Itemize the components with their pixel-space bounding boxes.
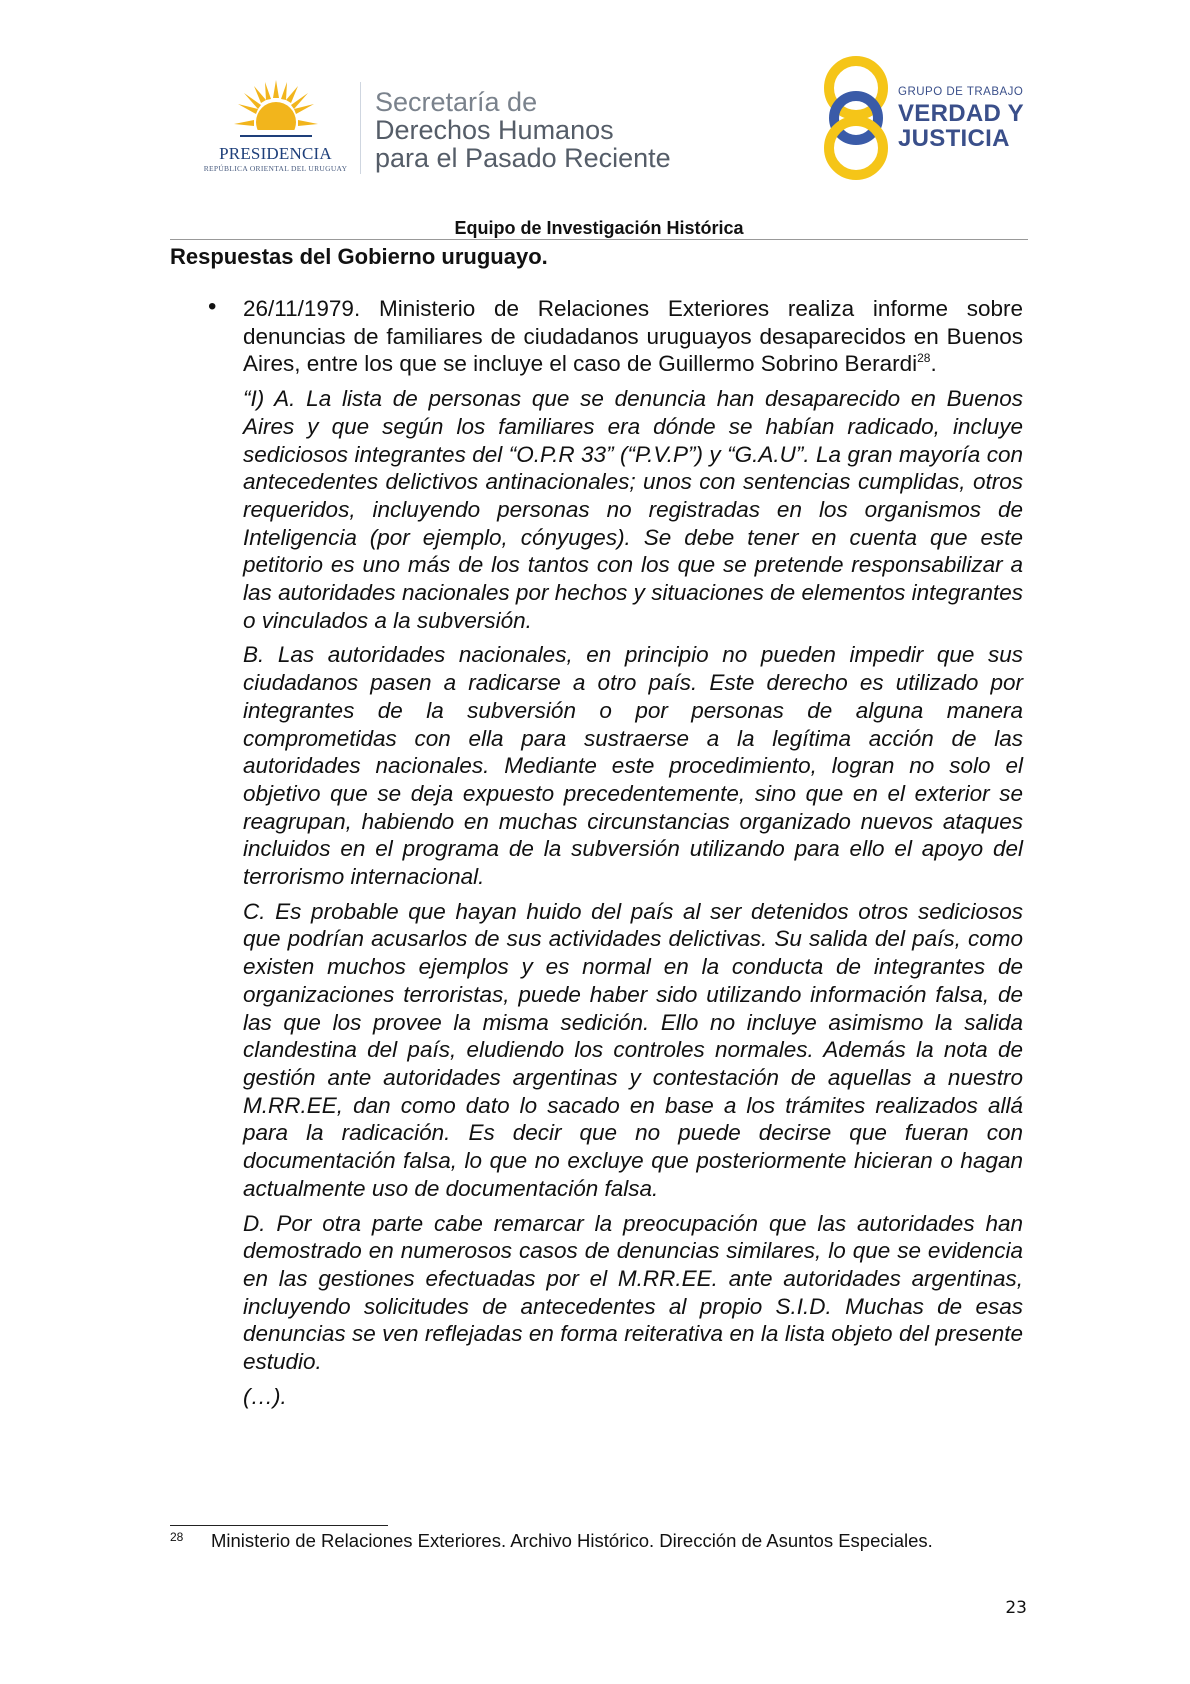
bullet-icon: • — [208, 293, 217, 320]
page-header — [0, 0, 1190, 215]
gtvj-subtitle: GRUPO DE TRABAJO — [898, 86, 1024, 98]
page-number: 23 — [1005, 1598, 1027, 1618]
presidencia-logo — [198, 78, 353, 176]
header-rule — [170, 239, 1028, 240]
section-title: Respuestas del Gobierno uruguayo. — [170, 244, 548, 269]
gtvj-title-line-2: JUSTICIA — [898, 125, 1010, 152]
item-intro — [243, 295, 1023, 378]
item-intro-text: 26/11/1979. Ministerio de Relaciones Exteriores realiza informe sobre denuncias de familiares de ciudadanos uruguayos desaparecidos en Buenos Aires, entre los que se incluye el caso de Guillermo Sobrino Berardi — [243, 296, 1023, 377]
gtvj-title-line-1: VERDAD Y — [898, 100, 1024, 127]
interlocking-rings-icon — [818, 54, 894, 182]
presidencia-name: PRESIDENCIA — [219, 144, 332, 163]
quote-paragraph-a: “I) A. La lista de personas que se denuncia han desaparecido en Buenos Aires y que según los familiares era dónde se habían radicado, incluye sediciosos integrantes del “O.P.R 33” (“P.V.P”) y “G.A.U”. La gran mayoría con antecedentes delictivos antinacionales; unos con sentencias cumplidas, otros requeridos, incluyendo personas no registradas en los organismos de Inteligencia (por ejemplo, cónyuges). Se debe tener en cuenta que este petitorio es uno más de los tantos con los que se pretende responsabilizar a las autoridades nacionales por hechos y situaciones de elementos integrantes o vinculados a la subversión. — [243, 386, 1023, 633]
footnote-rule — [170, 1525, 388, 1526]
running-head: Equipo de Investigación Histórica — [454, 218, 744, 238]
list-item — [243, 295, 1023, 1410]
secretaria-line-1: Secretaría de — [375, 87, 538, 117]
footnote-number: 28 — [170, 1530, 184, 1544]
logo-divider — [360, 82, 361, 174]
sun-emblem-icon — [234, 78, 318, 144]
quote-paragraph-d: D. Por otra parte cabe remarcar la preocupación que las autoridades han demostrado en numerosos casos de denuncias similares, lo que se evidencia en las gestiones efectuadas por el M.RR.EE. ante autoridades argentinas, incluyendo solicitudes de antecedentes al propio S.I.D. Muchas de esas denuncias se ven reflejadas en forma reiterativa en la lista objeto del presente estudio. — [243, 1210, 1023, 1375]
footnote-reference[interactable]: 28 — [917, 351, 931, 366]
verdad-justicia-logo — [818, 54, 1028, 182]
secretaria-logo-text — [375, 88, 671, 172]
quote-ellipsis: (…). — [243, 1383, 287, 1409]
secretaria-line-3: para el Pasado Reciente — [375, 143, 671, 173]
footnote-text: Ministerio de Relaciones Exteriores. Archivo Histórico. Dirección de Asuntos Especiales. — [211, 1530, 933, 1551]
quote-paragraph-c: C. Es probable que hayan huido del país al ser detenidos otros sediciosos que podrían acusarlos de sus actividades delictivas. Su salida del país, como existen muchos ejemplos y es normal en la conducta de integrantes de organizaciones terroristas, puede haber sido utilizando información falsa, de las que los provee la misma sedición. Ello no incluye asimismo la salida clandestina del país, eludiendo los controles normales. Además la nota de gestión ante autoridades argentinas y contestación de aquellas a nuestro M.RR.EE, dan como dato lo sacado en base a los trámites realizados allá para la radicación. Es decir que no puede decirse que fueran con documentación falsa, lo que no excluye que posteriormente hicieran o hagan actualmente uso de documentación falsa. — [243, 898, 1023, 1201]
quote-paragraph-b: B. Las autoridades nacionales, en principio no pueden impedir que sus ciudadanos pasen a radicarse a otro país. Este derecho es utilizado por integrantes de la subversión o por personas de alguna manera comprometidas con ella para sustraerse a la legítima acción de las autoridades nacionales. Mediante este procedimiento, logran no solo el objetivo que se deja expuesto precedentemente, sino que en el exterior se reagrupan, habiendo en muchas circunstancias organizado nuevos ataques incluidos en el programa de la subversión utilizando para ello el apoyo del terrorismo internacional. — [243, 642, 1023, 890]
gtvj-title — [898, 101, 1024, 151]
item-intro-end: . — [930, 351, 937, 377]
presidencia-subtitle: REPÚBLICA ORIENTAL DEL URUGUAY — [203, 164, 348, 173]
secretaria-line-2: Derechos Humanos — [375, 115, 614, 145]
